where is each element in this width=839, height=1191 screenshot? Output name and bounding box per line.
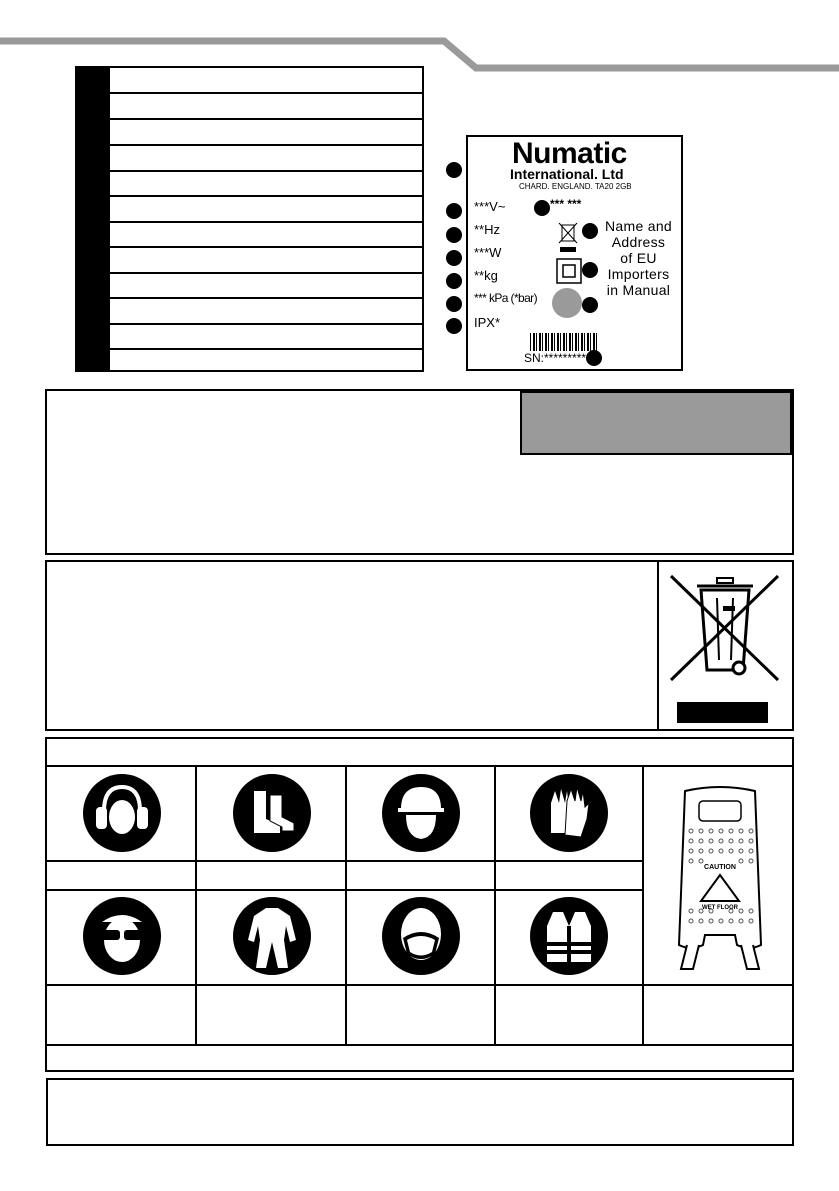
callout-dot <box>446 227 462 243</box>
spec-table-side-bar <box>77 68 110 370</box>
wet-floor-label: WET FLOOR <box>702 905 738 911</box>
spec-row <box>110 221 422 248</box>
spec-row <box>110 92 422 120</box>
ppe-grid <box>45 737 794 1072</box>
spec-row <box>110 195 422 223</box>
spec-table <box>75 66 424 372</box>
grid-line <box>345 765 347 1045</box>
weee-bin-icon <box>667 570 782 695</box>
notice-box-1 <box>45 389 794 555</box>
notice-box-3 <box>46 1078 794 1146</box>
wet-floor-caution-sign-icon <box>677 785 763 975</box>
callout-dot <box>446 162 462 178</box>
plate-pressure: *** kPa (*bar) <box>474 291 537 305</box>
notice-box-2 <box>45 560 794 731</box>
plate-company: International. Ltd <box>510 166 624 182</box>
plate-serial: SN:********* <box>524 351 587 365</box>
plate-model-code: *** *** <box>550 197 582 211</box>
callout-dot <box>582 297 598 313</box>
grid-line <box>47 984 794 986</box>
spec-row <box>110 323 422 350</box>
spec-row <box>110 297 422 325</box>
grid-line <box>494 765 496 1045</box>
double-insulation-icon <box>555 257 583 285</box>
overalls-icon <box>232 896 312 976</box>
spec-row <box>110 170 422 197</box>
plate-power: ***W <box>474 245 502 260</box>
plate-brand: Numatic <box>512 137 627 170</box>
safety-boots-icon <box>232 773 312 853</box>
callout-dot <box>446 318 462 334</box>
plate-voltage: ***V~ <box>474 199 506 214</box>
spec-row <box>110 118 422 146</box>
spec-row <box>110 68 422 94</box>
grid-line <box>47 765 794 767</box>
ear-protection-icon <box>82 773 162 853</box>
weee-mini-icon <box>556 219 580 255</box>
plate-address: CHARD. ENGLAND. TA20 2GB <box>519 182 632 191</box>
callout-dot <box>534 200 550 216</box>
spec-row <box>110 272 422 299</box>
rating-plate <box>466 135 683 371</box>
spec-row <box>110 144 422 172</box>
spec-row <box>110 246 422 274</box>
callout-dot <box>446 203 462 219</box>
weee-underline-bar <box>677 702 768 723</box>
certification-mark-placeholder <box>552 288 582 318</box>
plate-ip-rating: IPX* <box>474 315 501 330</box>
grid-line <box>642 765 644 1045</box>
hi-vis-vest-icon <box>529 896 609 976</box>
callout-dot <box>446 273 462 289</box>
grid-line <box>47 1044 794 1046</box>
safety-glasses-icon <box>82 896 162 976</box>
plate-weight: **kg <box>474 268 498 283</box>
grid-line <box>195 765 197 1045</box>
plate-frequency: **Hz <box>474 222 501 237</box>
caution-label: CAUTION <box>704 864 736 871</box>
callout-dot <box>446 250 462 266</box>
barcode <box>530 333 598 351</box>
plate-importer-note: Name and Address of EU Importers in Manual <box>605 218 672 298</box>
callout-dot <box>446 296 462 312</box>
grey-panel <box>520 391 792 455</box>
protective-gloves-icon <box>529 773 609 853</box>
hard-hat-icon <box>381 773 461 853</box>
weee-cell <box>657 562 792 729</box>
callout-dot <box>586 350 602 366</box>
dust-mask-icon <box>381 896 461 976</box>
